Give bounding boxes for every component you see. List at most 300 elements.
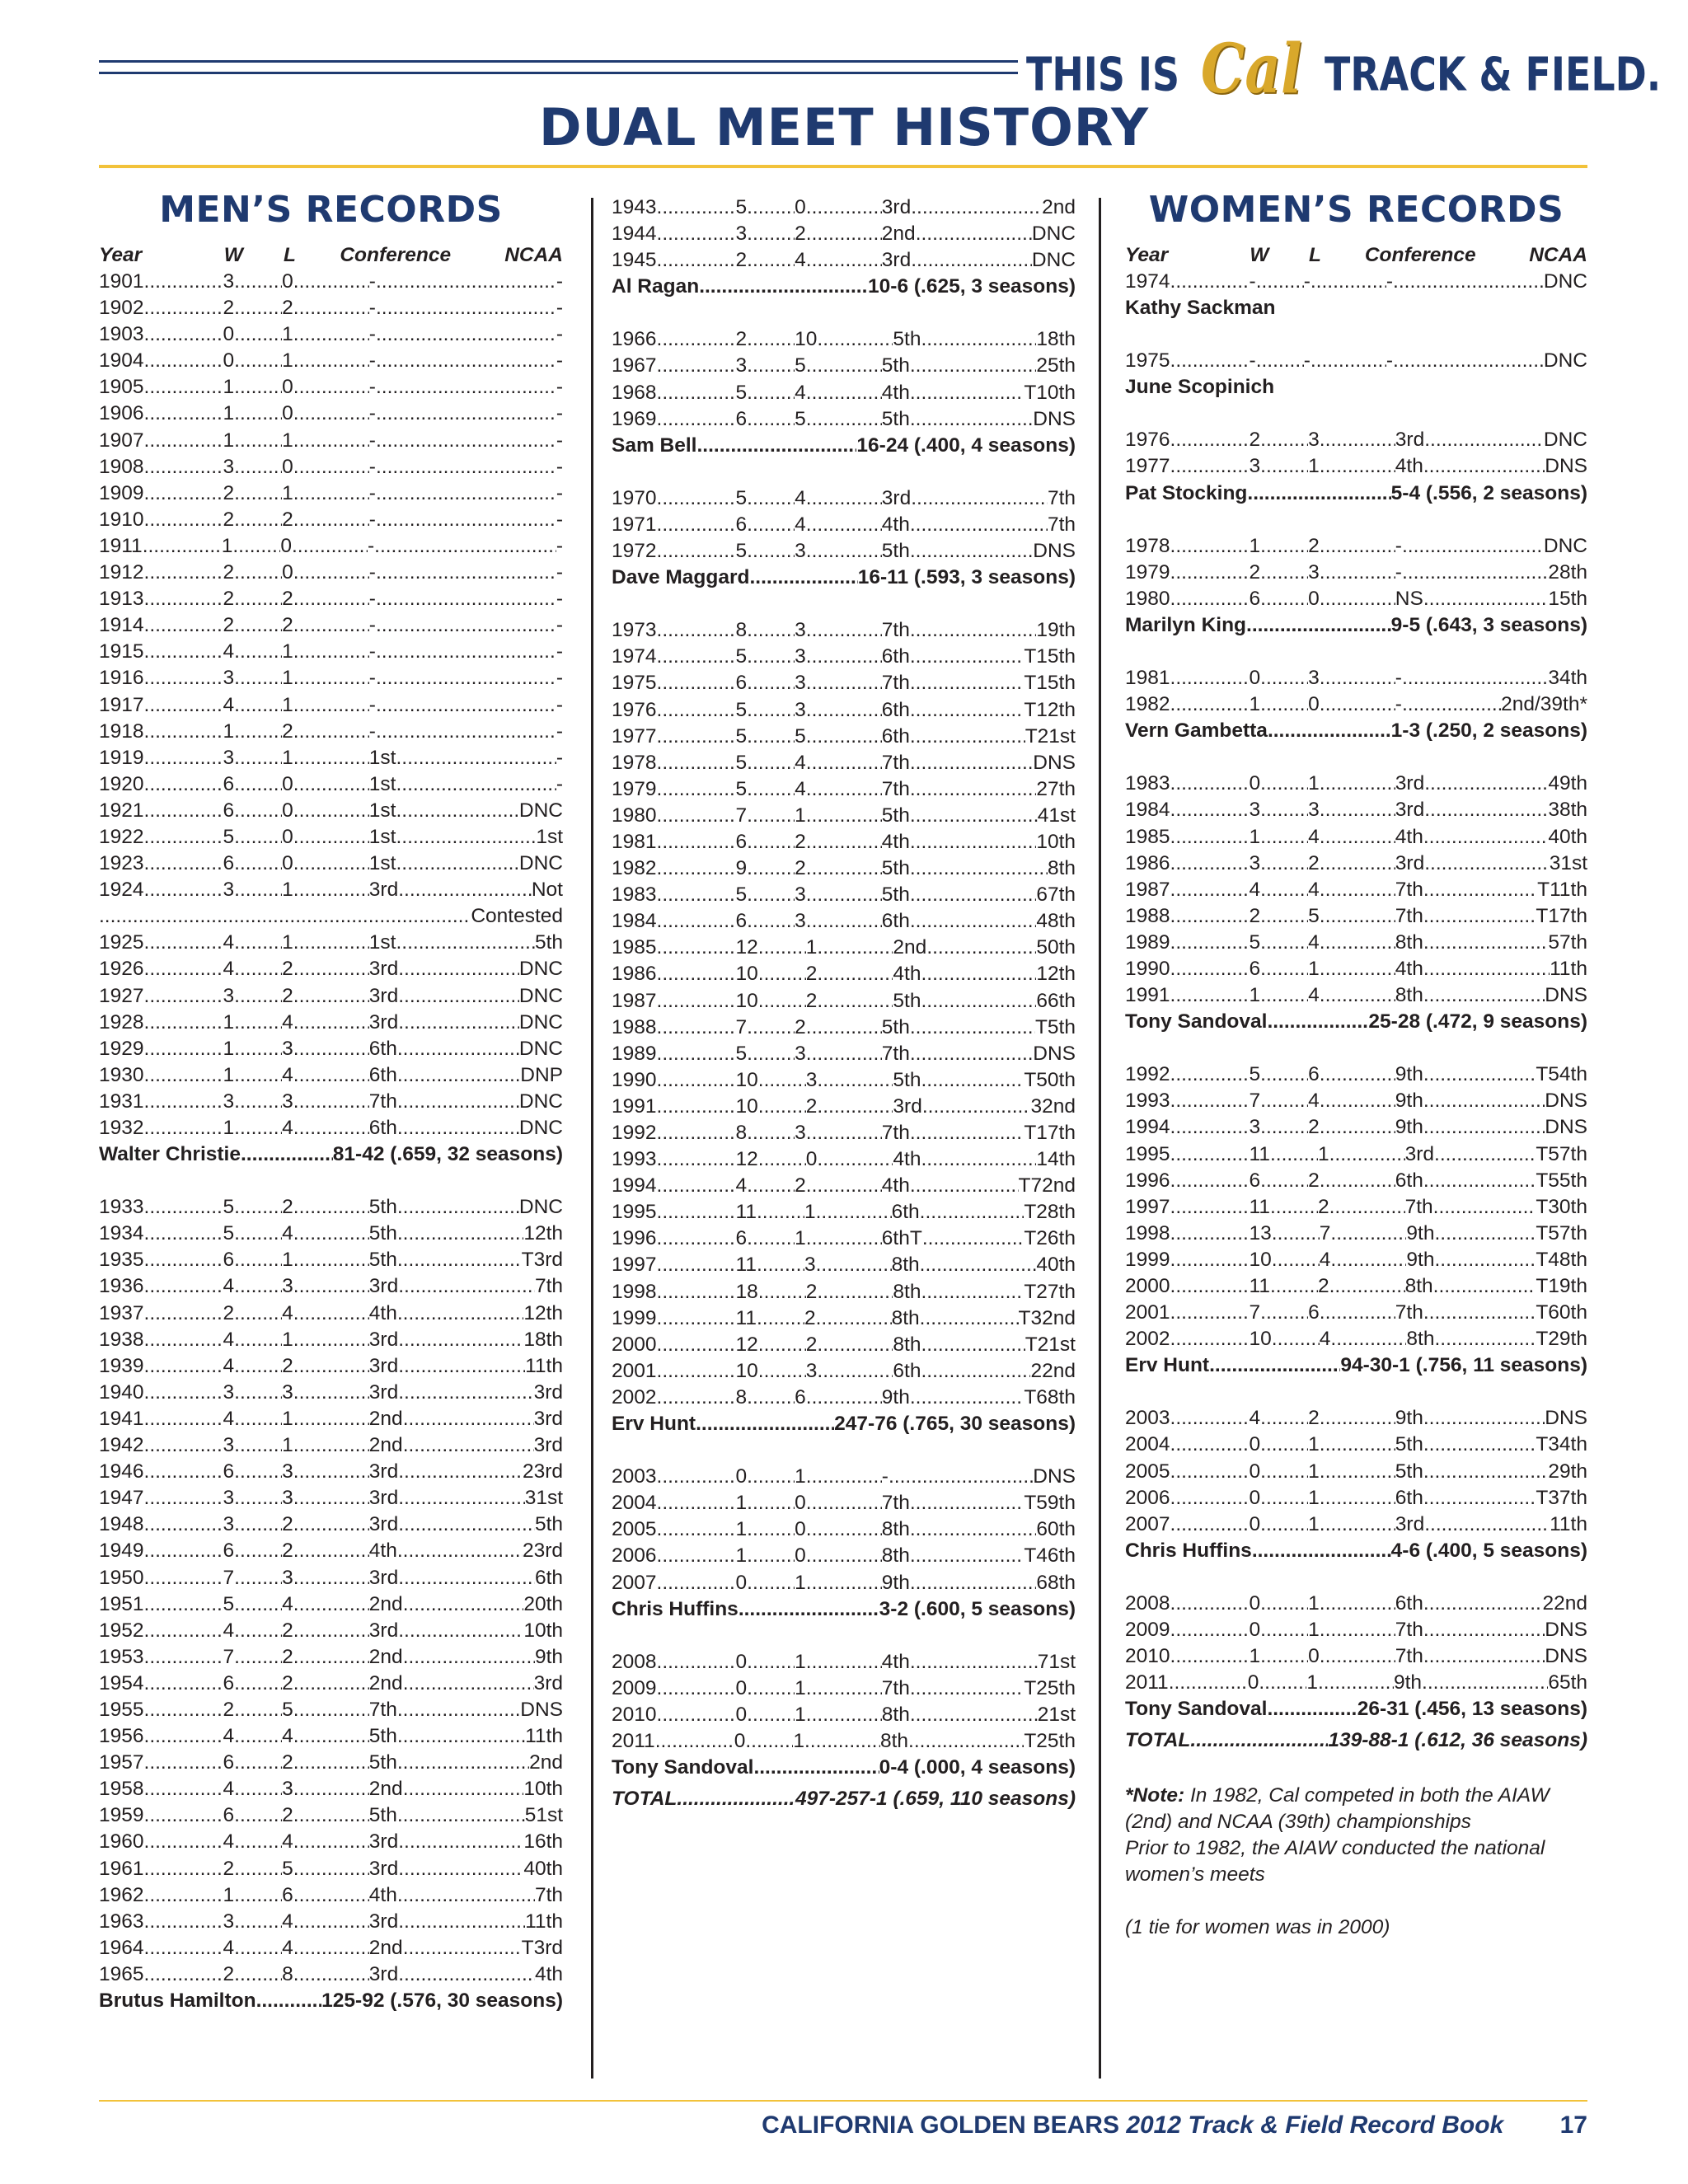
- leader-dots: [806, 803, 882, 829]
- leader-dots: [1423, 1591, 1543, 1617]
- table-row: [99, 1618, 563, 1644]
- losses-cell: 3: [795, 619, 806, 642]
- wins-cell: 8: [735, 1122, 748, 1144]
- wins-cell: 2: [223, 614, 235, 637]
- wins-cell: 4: [223, 1936, 235, 1959]
- total-record: 497-257-1 (.659, 110 seasons): [795, 1788, 1076, 1811]
- losses-cell: 2: [805, 1280, 818, 1303]
- conference-cell: NS: [1395, 587, 1423, 610]
- leader-dots: [144, 1909, 223, 1935]
- wins-cell: 11: [735, 1254, 757, 1277]
- wins-cell: 5: [735, 381, 748, 404]
- leader-dots: [144, 1485, 223, 1511]
- block-spacer: [1125, 401, 1587, 427]
- year-cell: 1918: [99, 719, 144, 743]
- year-cell: 1914: [99, 614, 144, 637]
- leader-dots: [747, 670, 795, 696]
- year-cell: 1913: [99, 588, 144, 611]
- leader-dots: [144, 665, 223, 691]
- leader-dots: [747, 1570, 795, 1596]
- losses-cell: 2: [1317, 1195, 1329, 1218]
- leader-dots: [1320, 665, 1395, 691]
- leader-dots: [747, 1385, 795, 1411]
- table-row: [99, 1010, 563, 1036]
- year-cell: 1916: [99, 667, 144, 690]
- losses-cell: 1: [1308, 772, 1320, 795]
- coach-record: 16-11 (.593, 3 seasons): [857, 566, 1076, 589]
- losses-cell: 0: [1308, 1645, 1320, 1668]
- block-spacer: [1125, 639, 1587, 665]
- year-cell: 1950: [99, 1566, 144, 1589]
- leader-dots: [234, 612, 282, 639]
- losses-cell: 1: [1317, 1142, 1329, 1165]
- leader-dots: [747, 803, 795, 829]
- leader-dots: [1260, 427, 1308, 453]
- table-row: [99, 1935, 563, 1961]
- leader-dots: [234, 824, 282, 851]
- table-row: [99, 930, 563, 956]
- losses-cell: -: [1303, 270, 1311, 293]
- leader-dots: [657, 1543, 736, 1569]
- ncaa-cell: 28th: [1548, 560, 1587, 583]
- losses-cell: 3: [282, 1037, 293, 1060]
- leader-dots: [234, 692, 282, 719]
- year-cell: 1987: [612, 989, 657, 1012]
- conference-cell: 8th: [891, 1306, 920, 1329]
- leader-dots: [747, 194, 795, 221]
- womens-total-row: [1125, 1729, 1587, 1755]
- losses-cell: 2: [282, 1751, 293, 1774]
- losses-cell: 0: [795, 1518, 806, 1541]
- table-row: [612, 353, 1076, 379]
- ncaa-cell: -: [556, 614, 563, 637]
- leader-dots: [806, 882, 882, 908]
- conference-cell: 5th: [1395, 1433, 1423, 1456]
- ncaa-cell: T21st: [1025, 724, 1076, 748]
- conference-cell: 3rd: [368, 1910, 399, 1933]
- losses-cell: 3: [795, 672, 806, 695]
- leader-dots: [293, 374, 369, 401]
- leader-dots: [1318, 1670, 1394, 1696]
- wins-cell: -: [1249, 270, 1256, 293]
- losses-cell: 4: [795, 249, 806, 272]
- losses-cell: 10: [795, 328, 818, 351]
- losses-cell: 4: [795, 486, 806, 509]
- leader-dots: [1260, 930, 1308, 956]
- leader-dots: [234, 1010, 282, 1036]
- table-row: [612, 1728, 1076, 1755]
- ncaa-cell: -: [556, 534, 563, 557]
- ncaa-cell: 10th: [1036, 830, 1076, 853]
- leader-dots: [657, 1120, 736, 1146]
- year-cell: 1990: [612, 1068, 657, 1091]
- ncaa-cell: T57th: [1536, 1221, 1587, 1244]
- conference-cell: 7th: [881, 1676, 910, 1699]
- losses-cell: 0: [282, 376, 293, 399]
- leader-dots: [293, 1618, 369, 1644]
- table-row: [99, 1591, 563, 1618]
- leader-dots: [144, 1247, 223, 1273]
- leader-dots: [376, 321, 556, 348]
- losses-cell: 4: [795, 751, 806, 774]
- year-cell: 2011: [612, 1729, 655, 1752]
- conference-cell: 5th: [893, 1068, 921, 1091]
- leader-dots: [910, 882, 1036, 908]
- leader-dots: [293, 1829, 369, 1855]
- wins-cell: 3: [1249, 1116, 1261, 1139]
- leader-dots: [806, 1516, 882, 1543]
- conference-cell: 4th: [881, 513, 910, 536]
- coach-row: [1125, 1352, 1587, 1379]
- year-cell: 1906: [99, 402, 144, 425]
- wins-cell: 4: [223, 931, 235, 954]
- conference-cell: 2nd: [893, 936, 927, 959]
- wins-cell: 1: [1249, 984, 1261, 1007]
- losses-cell: 1: [282, 1407, 293, 1430]
- leader-dots: [1320, 1114, 1395, 1141]
- leader-dots: [144, 1327, 223, 1353]
- table-row: [612, 1120, 1076, 1146]
- leader-dots: [397, 1247, 522, 1273]
- year-cell: 2002: [612, 1385, 657, 1408]
- table-row: [612, 1516, 1076, 1543]
- coach-record: 25-28 (.472, 9 seasons): [1368, 1010, 1587, 1033]
- leader-dots: [1260, 771, 1308, 797]
- conference-cell: 4th: [368, 1883, 397, 1906]
- year-cell: 1938: [99, 1328, 144, 1351]
- leader-dots: [922, 1094, 1031, 1120]
- col-l: L: [1309, 244, 1321, 266]
- leader-dots: [657, 1490, 736, 1516]
- leader-dots: [1260, 1088, 1308, 1114]
- wins-cell: 1: [735, 1544, 748, 1568]
- losses-cell: 2: [282, 1540, 293, 1563]
- leader-dots: [817, 935, 893, 961]
- ncaa-cell: DNC: [518, 1037, 563, 1060]
- table-row: [99, 1829, 563, 1855]
- table-row: [99, 639, 563, 665]
- losses-cell: 0: [1308, 693, 1320, 716]
- ncaa-cell: 18th: [523, 1328, 563, 1351]
- conference-cell: 8th: [1395, 984, 1423, 1007]
- leader-dots: [293, 719, 369, 745]
- leader-dots: [144, 1432, 223, 1459]
- wins-cell: 1: [1249, 825, 1261, 848]
- wins-cell: 10: [735, 1068, 758, 1091]
- ncaa-cell: DNS: [1545, 1090, 1587, 1113]
- leader-dots: [1320, 1300, 1395, 1326]
- leader-dots: [403, 1644, 535, 1671]
- leader-dots: [293, 1459, 369, 1485]
- leader-dots: [144, 507, 223, 533]
- wins-cell: 3: [1249, 799, 1261, 822]
- leader-dots: [816, 1199, 892, 1226]
- ncaa-cell: T37th: [1536, 1486, 1587, 1509]
- conference-cell: -: [1395, 693, 1402, 716]
- leader-dots: [910, 1041, 1033, 1067]
- year-cell: 1977: [612, 724, 657, 748]
- leader-dots: [910, 1490, 1024, 1516]
- leader-dots: [910, 776, 1036, 803]
- leader-dots: [1170, 691, 1250, 718]
- footer-book: 2012 Track & Field Record Book: [1126, 2111, 1504, 2139]
- table-row: [99, 1327, 563, 1353]
- ncaa-cell: 31st: [524, 1487, 563, 1510]
- wins-cell: 4: [1249, 878, 1261, 901]
- leader-dots: [920, 1252, 1037, 1278]
- wins-cell: 3: [1249, 851, 1261, 874]
- conference-cell: 8th: [881, 1544, 910, 1568]
- leader-dots: [657, 1199, 736, 1226]
- leader-dots: [293, 692, 369, 719]
- leader-dots: [747, 538, 795, 565]
- leader-dots: [747, 512, 795, 538]
- losses-cell: 4: [1319, 1328, 1331, 1351]
- leader-dots: [1329, 1141, 1405, 1168]
- leader-dots: [144, 1115, 223, 1141]
- ncaa-cell: 5th: [534, 931, 563, 954]
- table-row: [612, 1067, 1076, 1094]
- wins-cell: 6: [1249, 957, 1261, 980]
- leader-dots: [234, 1909, 282, 1935]
- year-cell: 2005: [1125, 1460, 1170, 1483]
- wins-cell: 2: [223, 588, 235, 611]
- mens-records-table-continued: [612, 194, 1076, 1781]
- leader-dots: [234, 1062, 282, 1089]
- leader-dots: [293, 1062, 369, 1089]
- table-row: [612, 1385, 1076, 1411]
- ncaa-cell: 22nd: [1030, 1359, 1076, 1382]
- conference-cell: 4th: [881, 1650, 910, 1673]
- leader-dots: [403, 1406, 534, 1432]
- leader-dots: [806, 1543, 882, 1569]
- leader-dots: [1260, 956, 1308, 982]
- leader-dots: [397, 1301, 523, 1327]
- leader-dots: [806, 1570, 882, 1596]
- leader-dots: [1423, 1405, 1545, 1432]
- leader-dots: [1170, 771, 1250, 797]
- leader-dots: [921, 961, 1036, 987]
- leader-dots: [1170, 1141, 1250, 1168]
- leader-dots: [1247, 480, 1390, 507]
- losses-cell: 1: [804, 1201, 816, 1224]
- conference-cell: -: [1395, 667, 1402, 690]
- year-cell: 1994: [612, 1174, 657, 1197]
- ncaa-cell: 12th: [523, 1301, 563, 1324]
- header-rule: [99, 60, 1018, 63]
- page-footer: [762, 2111, 1587, 2139]
- leader-dots: [1170, 1591, 1250, 1617]
- leader-dots: [657, 380, 736, 406]
- leader-dots: [293, 1591, 369, 1618]
- leader-dots: [1170, 533, 1250, 560]
- losses-cell: 5: [795, 407, 806, 430]
- leader-dots: [1260, 1591, 1308, 1617]
- leader-dots: [657, 803, 736, 829]
- conference-cell: 2nd: [368, 1592, 403, 1615]
- leader-dots: [1260, 1114, 1308, 1141]
- wins-cell: 7: [223, 1645, 235, 1668]
- year-cell: 1910: [99, 508, 144, 531]
- table-row: [99, 719, 563, 745]
- table-row: [612, 1146, 1076, 1173]
- table-row: [612, 512, 1076, 538]
- leader-dots: [144, 719, 223, 745]
- leader-dots: [234, 586, 282, 612]
- leader-dots: [697, 433, 857, 459]
- losses-cell: 4: [282, 1222, 293, 1245]
- leader-dots: [403, 1935, 522, 1961]
- table-row: [612, 406, 1076, 433]
- total-label: TOTAL: [1125, 1729, 1191, 1752]
- leader-dots: [655, 1728, 734, 1755]
- leader-dots: [747, 829, 795, 855]
- leader-dots: [1423, 1088, 1545, 1114]
- block-spacer: [99, 1168, 563, 1194]
- conference-cell: 7th: [881, 1492, 910, 1515]
- leader-dots: [657, 1385, 736, 1411]
- wins-cell: 6: [735, 672, 748, 695]
- leader-dots: [1170, 1485, 1250, 1511]
- table-row: [1125, 771, 1587, 797]
- leader-dots: [1424, 427, 1544, 453]
- conference-cell: 2nd: [881, 223, 916, 246]
- ncaa-cell: -: [556, 297, 563, 320]
- ncaa-cell: T25th: [1024, 1676, 1076, 1699]
- wins-cell: -: [1249, 349, 1256, 373]
- ncaa-cell: T72nd: [1018, 1174, 1076, 1197]
- table-row: [612, 1464, 1076, 1490]
- losses-cell: 1: [282, 879, 293, 902]
- leader-dots: [293, 1406, 369, 1432]
- losses-cell: 2: [282, 1354, 293, 1377]
- leader-dots: [657, 724, 736, 750]
- conference-cell: 7th: [1404, 1195, 1433, 1218]
- leader-dots: [758, 1146, 806, 1173]
- year-cell: 1939: [99, 1354, 144, 1377]
- leader-dots: [234, 1380, 282, 1406]
- wins-cell: 10: [735, 963, 758, 986]
- conference-cell: 1st: [368, 746, 396, 769]
- losses-cell: 0: [282, 402, 293, 425]
- ncaa-cell: DNS: [1545, 1645, 1587, 1668]
- table-row: [99, 507, 563, 533]
- wins-cell: 0: [223, 323, 235, 346]
- year-cell: 1911: [99, 534, 143, 557]
- footnote-line: [1125, 1783, 1587, 1835]
- ncaa-cell: T25th: [1024, 1729, 1076, 1752]
- losses-cell: 2: [1308, 851, 1320, 874]
- wins-cell: 3: [223, 270, 235, 293]
- year-cell: 1977: [1125, 455, 1170, 478]
- leader-dots: [1320, 586, 1395, 612]
- leader-dots: [144, 851, 223, 877]
- year-cell: 1929: [99, 1037, 144, 1060]
- record-block: [1125, 771, 1587, 1035]
- year-cell: 1943: [612, 196, 657, 218]
- leader-dots: [758, 988, 806, 1015]
- leader-dots: [1259, 1670, 1306, 1696]
- leader-dots: [657, 882, 736, 908]
- leader-dots: [376, 480, 556, 507]
- leader-dots: [1270, 1273, 1318, 1300]
- wins-cell: 3: [223, 667, 235, 690]
- leader-dots: [293, 1723, 369, 1750]
- leader-dots: [403, 1776, 524, 1802]
- leader-dots: [144, 1089, 223, 1115]
- table-row: [99, 1380, 563, 1406]
- ncaa-cell: 9th: [534, 1645, 563, 1668]
- leader-dots: [657, 670, 736, 696]
- leader-dots: [293, 480, 369, 507]
- losses-cell: 2: [804, 1306, 816, 1329]
- leader-dots: [747, 750, 795, 776]
- leader-dots: [738, 1596, 879, 1623]
- year-cell: 1924: [99, 879, 144, 902]
- year-cell: 2007: [612, 1571, 657, 1594]
- ncaa-cell: 11th: [525, 1910, 563, 1933]
- wins-cell: 1: [221, 534, 233, 557]
- wins-cell: 11: [1249, 1195, 1270, 1218]
- leader-dots: [758, 1358, 806, 1385]
- coach-name: Sam Bell: [612, 434, 697, 457]
- wins-cell: 5: [735, 645, 748, 668]
- leader-dots: [747, 697, 795, 724]
- ncaa-cell: 16th: [523, 1830, 563, 1854]
- ncaa-cell: 49th: [1548, 772, 1587, 795]
- conference-cell: 8th: [881, 1703, 910, 1726]
- leader-dots: [910, 750, 1033, 776]
- conference-cell: 3rd: [881, 486, 912, 509]
- ncaa-cell: -: [556, 508, 563, 531]
- leader-dots: [144, 1829, 223, 1855]
- conference-cell: 3rd: [1395, 799, 1425, 822]
- table-row: [99, 1115, 563, 1141]
- losses-cell: 3: [795, 698, 806, 721]
- leader-dots: [1170, 851, 1250, 877]
- conference-cell: -: [368, 429, 376, 452]
- leader-dots: [241, 1141, 333, 1168]
- year-cell: 1983: [1125, 772, 1170, 795]
- ncaa-cell: T54th: [1536, 1063, 1587, 1086]
- year-cell: 2000: [612, 1333, 657, 1356]
- table-row: [1125, 851, 1587, 877]
- losses-cell: 4: [1308, 930, 1320, 954]
- leader-dots: [1170, 1511, 1250, 1538]
- leader-dots: [806, 1385, 882, 1411]
- leader-dots: [657, 855, 736, 882]
- leader-dots: [1260, 586, 1308, 612]
- losses-cell: 1: [1308, 1460, 1320, 1483]
- leader-dots: [234, 1406, 282, 1432]
- leader-dots: [758, 1067, 806, 1094]
- mens-records-heading: MEN’S RECORDS: [159, 189, 503, 231]
- wins-cell: 3: [1249, 455, 1261, 478]
- ncaa-cell: 1st: [536, 825, 563, 848]
- conference-cell: 1st: [368, 825, 396, 848]
- losses-cell: 4: [282, 1910, 293, 1933]
- leader-dots: [1320, 1511, 1395, 1538]
- leader-dots: [293, 1961, 369, 1988]
- losses-cell: 1: [282, 349, 293, 373]
- year-cell: 1954: [99, 1671, 144, 1694]
- leader-dots: [1320, 1459, 1395, 1485]
- losses-cell: 3: [795, 540, 806, 563]
- ncaa-cell: 38th: [1548, 799, 1587, 822]
- ncaa-cell: 68th: [1036, 1571, 1076, 1594]
- leader-dots: [1434, 1221, 1536, 1247]
- leader-dots: [397, 1115, 519, 1141]
